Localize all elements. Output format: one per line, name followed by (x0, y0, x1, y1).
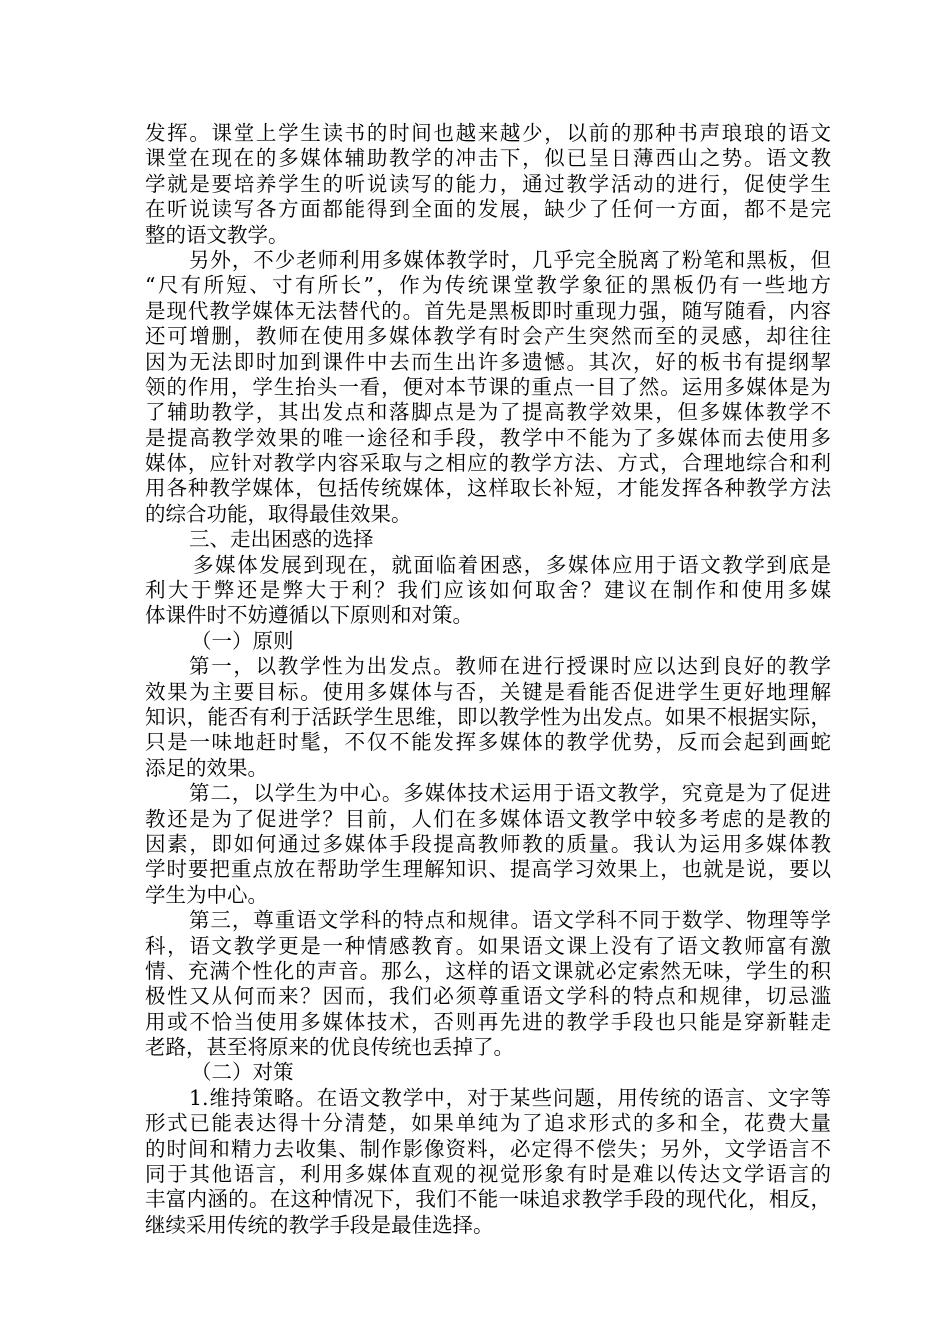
text-line: 科，语文教学更是一种情感教育。如果语文课上没有了语文教师富有激 (145, 933, 831, 958)
text-line: 的时间和精力去收集、制作影像资料，必定得不偿失；另外，文学语言不 (145, 1136, 831, 1161)
text-line: 发挥。课堂上学生读书的时间也越来越少，以前的那种书声琅琅的语文 (145, 121, 831, 145)
text-line: 多媒体发展到现在，就面临着困惑，多媒体应用于语文教学到底是 (193, 552, 831, 577)
text-line: （一）原则 (191, 628, 294, 653)
text-line: 体课件时不妨遵循以下原则和对策。 (145, 603, 473, 628)
text-line: 只是一味地赶时髦，不仅不能发挥多媒体的教学优势，反而会起到画蛇 (145, 730, 831, 755)
text-line: 丰富内涵的。在这种情况下，我们不能一味追求教学手段的现代化，相反， (145, 1187, 831, 1212)
text-line: “尺有所短、寸有所长”，作为传统课堂教学象征的黑板仍有一些地方 (145, 273, 831, 298)
text-line: 效果为主要目标。使用多媒体与否，关键是看能否促进学生更好地理解 (145, 679, 831, 704)
text-line: 还可增删，教师在使用多媒体教学有时会产生突然而至的灵感，却往往 (145, 324, 831, 349)
text-line: 学就是要培养学生的听说读写的能力，通过教学活动的进行，促使学生 (145, 171, 831, 196)
text-line: 因为无法即时加到课件中去而生出许多遗憾。其次，好的板书有提纲挈 (145, 349, 831, 374)
text-line: 是现代教学媒体无法替代的。首先是黑板即时重现力强，随写随看，内容 (145, 298, 831, 323)
text-line: 1.维持策略。在语文教学中，对于某些问题，用传统的语言、文字等 (189, 1085, 831, 1110)
text-line: 领的作用，学生抬头一看，便对本节课的重点一目了然。运用多媒体是为 (145, 374, 831, 399)
text-line: 整的语文教学。 (145, 222, 289, 247)
text-line: 因素，即如何通过多媒体手段提高教师教的质量。我认为运用多媒体教 (145, 831, 831, 856)
text-line: 利大于弊还是弊大于利？我们应该如何取舍？建议在制作和使用多媒 (145, 578, 831, 603)
text-line: （二）对策 (191, 1060, 294, 1085)
text-line: 学时要把重点放在帮助学生理解知识、提高学习效果上，也就是说，要以 (145, 857, 831, 882)
text-line: 的综合功能，取得最佳效果。 (145, 501, 412, 526)
text-line: 是提高教学效果的唯一途径和手段，教学中不能为了多媒体而去使用多 (145, 425, 831, 450)
text-line: 情、充满个性化的声音。那么，这样的语文课就必定索然无味，学生的积 (145, 958, 831, 983)
text-line: 继续采用传统的教学手段是最佳选择。 (145, 1212, 494, 1237)
text-line: 形式已能表达得十分清楚，如果单纯为了追求形式的多和全，花费大量 (145, 1111, 831, 1136)
text-line: 第二，以学生为中心。多媒体技术运用于语文教学，究竟是为了促进 (189, 781, 831, 806)
text-line: 三、走出困惑的选择 (189, 527, 374, 552)
text-line: 了辅助教学，其出发点和落脚点是为了提高教学效果，但多媒体教学不 (145, 400, 831, 425)
text-line: 学生为中心。 (145, 882, 268, 907)
document-body (145, 121, 831, 1238)
text-line: 课堂在现在的多媒体辅助教学的冲击下，似已呈日薄西山之势。语文教 (145, 146, 831, 171)
text-line: 第三，尊重语文学科的特点和规律。语文学科不同于数学、物理等学 (189, 908, 831, 933)
text-line: 媒体，应针对教学内容采取与之相应的教学方法、方式，合理地综合和利 (145, 451, 831, 476)
text-line: 知识，能否有利于活跃学生思维，即以教学性为出发点。如果不根据实际， (145, 704, 831, 729)
text-line: 添足的效果。 (145, 755, 268, 780)
text-line: 第一，以教学性为出发点。教师在进行授课时应以达到良好的教学 (189, 654, 831, 679)
text-line: 同于其他语言，利用多媒体直观的视觉形象有时是难以传达文学语言的 (145, 1162, 831, 1187)
text-line: 用或不恰当使用多媒体技术，否则再先进的教学手段也只能是穿新鞋走 (145, 1009, 831, 1034)
text-line: 在听说读写各方面都能得到全面的发展，缺少了任何一方面，都不是完 (145, 197, 831, 222)
text-line: 极性又从何而来？因而，我们必须尊重语文学科的特点和规律，切忌滥 (145, 984, 831, 1009)
text-line: 老路，甚至将原来的优良传统也丢掉了。 (145, 1035, 514, 1060)
text-line: 用各种教学媒体，包括传统媒体，这样取长补短，才能发挥各种教学方法 (145, 476, 831, 501)
text-line: 教还是为了促进学？目前，人们在多媒体语文教学中较多考虑的是教的 (145, 806, 831, 831)
text-line: 另外，不少老师利用多媒体教学时，几乎完全脱离了粉笔和黑板，但 (189, 247, 831, 272)
